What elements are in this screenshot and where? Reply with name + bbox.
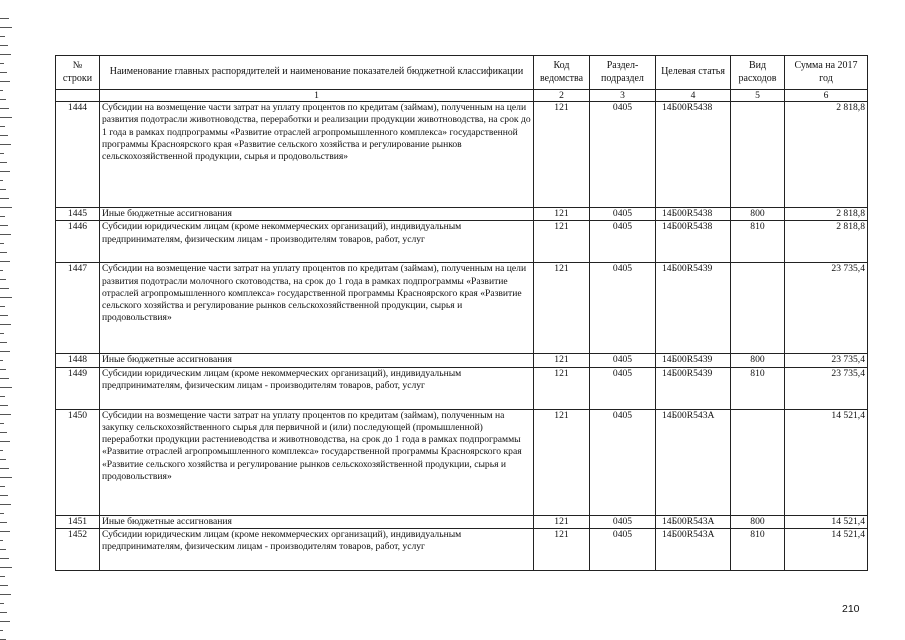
row-number: 1447 — [56, 263, 100, 354]
scan-mark — [0, 189, 6, 190]
row-vedomstvo-code: 121 — [534, 354, 590, 367]
table-row — [56, 263, 868, 354]
row-vedomstvo-code: 121 — [534, 263, 590, 354]
table-row — [56, 367, 868, 409]
row-razdel: 0405 — [590, 354, 656, 367]
row-number: 1452 — [56, 528, 100, 570]
table-row — [56, 515, 868, 528]
row-number: 1445 — [56, 208, 100, 221]
scan-mark — [0, 99, 6, 100]
scan-mark — [0, 90, 3, 91]
column-number: 2 — [534, 90, 590, 102]
row-celevaya-statya: 14Б00R543А — [656, 515, 731, 528]
row-number: 1448 — [56, 354, 100, 367]
header-celevaya-statya: Целевая статья — [656, 56, 731, 90]
scan-mark — [0, 396, 5, 397]
row-vedomstvo-code: 121 — [534, 409, 590, 515]
scan-mark — [0, 171, 10, 172]
scan-mark — [0, 423, 4, 424]
row-name: Иные бюджетные ассигнования — [100, 515, 534, 528]
row-celevaya-statya: 14Б00R5438 — [656, 102, 731, 208]
budget-table — [55, 55, 868, 571]
row-vid-raskhodov: 800 — [731, 208, 785, 221]
table-body — [56, 102, 868, 571]
scan-mark — [0, 486, 5, 487]
row-celevaya-statya: 14Б00R5438 — [656, 221, 731, 263]
column-number: 3 — [590, 90, 656, 102]
row-celevaya-statya: 14Б00R543А — [656, 528, 731, 570]
row-vedomstvo-code: 121 — [534, 102, 590, 208]
scan-mark — [0, 225, 8, 226]
row-summa: 14 521,4 — [785, 515, 868, 528]
scan-mark — [0, 18, 9, 19]
row-summa: 23 735,4 — [785, 354, 868, 367]
scan-mark — [0, 81, 10, 82]
scan-mark — [0, 531, 10, 532]
scan-mark — [0, 333, 4, 334]
row-vid-raskhodov — [731, 263, 785, 354]
table-row — [56, 409, 868, 515]
scan-mark — [0, 270, 3, 271]
scan-mark — [0, 432, 7, 433]
scan-mark — [0, 63, 4, 64]
scan-mark — [0, 207, 12, 208]
row-name: Субсидии на возмещение части затрат на уплату процентов по кредитам (займам), полученным на цели развития подотрасли молочного скотоводства, на срок до 1 года в рамках подпрограммы «Развитие отраслей агропромышленного комплекса» государственной программы Красноярского края «Развитие сельского хозяйства и регулирование рынков сельскохозяйственной продукции, сырья и продовольствия» — [100, 263, 534, 354]
column-number: 6 — [785, 90, 868, 102]
scan-mark — [0, 477, 12, 478]
column-number: 1 — [100, 90, 534, 102]
scan-mark — [0, 378, 9, 379]
scan-mark — [0, 72, 7, 73]
scan-mark — [0, 243, 4, 244]
row-razdel: 0405 — [590, 528, 656, 570]
table-row — [56, 208, 868, 221]
row-name: Субсидии на возмещение части затрат на уплату процентов по кредитам (займам), полученным на закупку сельскохозяйственного сырья для первичной и (или) последующей (промышленной) переработки продукции растениеводства и животноводства, на срок до 1 года в рамках подпрограммы «Развитие отраслей агропромышленного комплекса» государственной программы Красноярского края «Развитие сельского хозяйства и регулирование рынков сельскохозяйственной продукции, сырья и продовольствия» — [100, 409, 534, 515]
row-name: Субсидии на возмещение части затрат на уплату процентов по кредитам (займам), полученным на цели развития подотрасли животноводства, переработки и реализации продукции животноводства, на срок до 1 года в рамках подпрограммы «Развитие отраслей агропромышленного комплекса» государственной программы Красноярского края «Развитие сельского хозяйства и регулирование рынков сельскохозяйственной продукции, сырья и продовольствия» — [100, 102, 534, 208]
scan-mark — [0, 360, 3, 361]
scan-mark — [0, 45, 8, 46]
scan-mark — [0, 576, 5, 577]
scan-mark — [0, 261, 10, 262]
row-razdel: 0405 — [590, 221, 656, 263]
scan-mark — [0, 324, 11, 325]
row-celevaya-statya: 14Б00R5439 — [656, 263, 731, 354]
row-razdel: 0405 — [590, 367, 656, 409]
row-razdel: 0405 — [590, 515, 656, 528]
scan-mark — [0, 288, 9, 289]
row-razdel: 0405 — [590, 263, 656, 354]
row-summa: 14 521,4 — [785, 528, 868, 570]
scan-mark — [0, 405, 8, 406]
header-summa: Сумма на 2017 год — [785, 56, 868, 90]
row-summa: 2 818,8 — [785, 208, 868, 221]
scan-mark — [0, 315, 8, 316]
scan-mark — [0, 306, 5, 307]
column-numbers-row — [56, 90, 868, 102]
scan-mark — [0, 468, 9, 469]
scan-mark — [0, 153, 4, 154]
scan-mark — [0, 351, 10, 352]
scan-mark — [0, 387, 12, 388]
row-number: 1449 — [56, 367, 100, 409]
row-name: Субсидии юридическим лицам (кроме некоммерческих организаций), индивидуальным предпринимателям, физическим лицам - производителям товаров, работ, услуг — [100, 221, 534, 263]
row-vedomstvo-code: 121 — [534, 208, 590, 221]
scan-mark — [0, 630, 3, 631]
row-number: 1450 — [56, 409, 100, 515]
scan-mark — [0, 450, 3, 451]
scan-edge-artifact — [0, 0, 30, 640]
scan-mark — [0, 585, 8, 586]
header-row-number: № строки — [56, 56, 100, 90]
scan-mark — [0, 603, 4, 604]
row-summa: 2 818,8 — [785, 102, 868, 208]
row-vid-raskhodov: 810 — [731, 221, 785, 263]
scan-mark — [0, 513, 4, 514]
header-vid-raskhodov: Вид расходов — [731, 56, 785, 90]
table-row — [56, 354, 868, 367]
scan-mark — [0, 549, 6, 550]
header-razdel: Раздел-подраздел — [590, 56, 656, 90]
header-vedomstvo-code: Код ведомства — [534, 56, 590, 90]
scan-mark — [0, 342, 7, 343]
row-summa: 14 521,4 — [785, 409, 868, 515]
scan-mark — [0, 540, 3, 541]
table-row — [56, 102, 868, 208]
row-razdel: 0405 — [590, 409, 656, 515]
row-vedomstvo-code: 121 — [534, 367, 590, 409]
row-vid-raskhodov — [731, 102, 785, 208]
scan-mark — [0, 459, 6, 460]
row-number: 1446 — [56, 221, 100, 263]
scan-mark — [0, 279, 6, 280]
scan-mark — [0, 252, 7, 253]
header-name: Наименование главных распорядителей и наименование показателей бюджетной классификации — [100, 56, 534, 90]
scan-mark — [0, 441, 10, 442]
page-number: 210 — [842, 603, 860, 615]
column-number: 5 — [731, 90, 785, 102]
row-celevaya-statya: 14Б00R5438 — [656, 208, 731, 221]
scan-mark — [0, 54, 11, 55]
scan-mark — [0, 567, 12, 568]
scan-mark — [0, 162, 7, 163]
row-summa: 23 735,4 — [785, 367, 868, 409]
scan-mark — [0, 558, 9, 559]
row-summa: 23 735,4 — [785, 263, 868, 354]
scan-mark — [0, 135, 8, 136]
row-name: Субсидии юридическим лицам (кроме некоммерческих организаций), индивидуальным предпринимателям, физическим лицам - производителям товаров, работ, услуг — [100, 528, 534, 570]
row-number: 1451 — [56, 515, 100, 528]
scan-mark — [0, 180, 3, 181]
row-vid-raskhodov — [731, 409, 785, 515]
scan-mark — [0, 27, 12, 28]
scan-mark — [0, 504, 11, 505]
row-number: 1444 — [56, 102, 100, 208]
table-row — [56, 221, 868, 263]
row-celevaya-statya: 14Б00R543А — [656, 409, 731, 515]
row-celevaya-statya: 14Б00R5439 — [656, 354, 731, 367]
table-header-row — [56, 56, 868, 90]
scan-mark — [0, 414, 11, 415]
scan-mark — [0, 297, 12, 298]
row-razdel: 0405 — [590, 102, 656, 208]
scan-mark — [0, 594, 11, 595]
scan-mark — [0, 369, 6, 370]
row-name: Иные бюджетные ассигнования — [100, 354, 534, 367]
row-vid-raskhodov: 800 — [731, 515, 785, 528]
row-vedomstvo-code: 121 — [534, 515, 590, 528]
table-row — [56, 528, 868, 570]
scan-mark — [0, 621, 10, 622]
scan-mark — [0, 234, 11, 235]
row-vedomstvo-code: 121 — [534, 528, 590, 570]
row-celevaya-statya: 14Б00R5439 — [656, 367, 731, 409]
scan-mark — [0, 495, 8, 496]
scan-mark — [0, 36, 5, 37]
row-summa: 2 818,8 — [785, 221, 868, 263]
row-razdel: 0405 — [590, 208, 656, 221]
column-number-blank — [56, 90, 100, 102]
scan-mark — [0, 522, 7, 523]
row-vid-raskhodov: 800 — [731, 354, 785, 367]
row-name: Субсидии юридическим лицам (кроме некоммерческих организаций), индивидуальным предпринимателям, физическим лицам - производителям товаров, работ, услуг — [100, 367, 534, 409]
scan-mark — [0, 198, 9, 199]
row-vedomstvo-code: 121 — [534, 221, 590, 263]
row-name: Иные бюджетные ассигнования — [100, 208, 534, 221]
row-vid-raskhodov: 810 — [731, 528, 785, 570]
row-vid-raskhodov: 810 — [731, 367, 785, 409]
scan-mark — [0, 108, 9, 109]
scan-mark — [0, 612, 7, 613]
column-number: 4 — [656, 90, 731, 102]
scan-mark — [0, 126, 5, 127]
scan-mark — [0, 216, 5, 217]
scan-mark — [0, 144, 11, 145]
scan-mark — [0, 117, 12, 118]
